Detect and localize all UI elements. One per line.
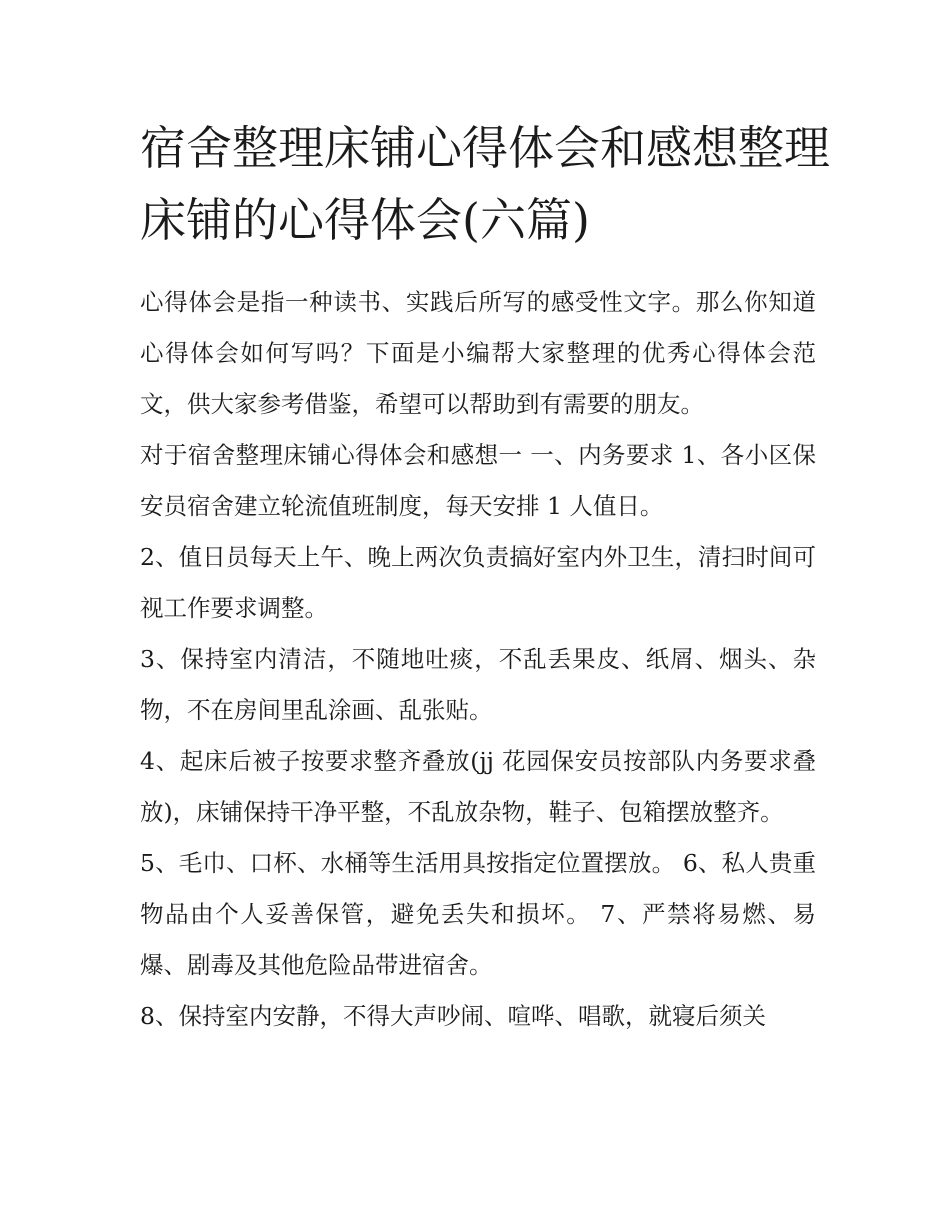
paragraph-item-5-7: 5、毛巾、口杯、水桶等生活用具按指定位置摆放。 6、私人贵重物品由个人妥善保管，避免丢失和损坏。 7、严禁将易燃、易爆、剧毒及其他危险品带进宿舍。 bbox=[140, 849, 816, 979]
paragraph-intro: 心得体会是指一种读书、实践后所写的感受性文字。那么你知道心得体会如何写吗？下面是小编帮大家整理的优秀心得体会范文，供大家参考借鉴，希望可以帮助到有需要的朋友。 bbox=[140, 288, 816, 418]
paragraph-item-4: 4、起床后被子按要求整齐叠放(jj 花园保安员按部队内务要求叠放)，床铺保持干净平整，不乱放杂物，鞋子、包箱摆放整齐。 bbox=[140, 747, 816, 826]
paragraph-item-1: 对于宿舍整理床铺心得体会和感想一 一、内务要求 1、各小区保安员宿舍建立轮流值班制度，每天安排 1 人值日。 bbox=[140, 441, 816, 520]
paragraph-item-8: 8、保持室内安静，不得大声吵闹、喧哗、唱歌，就寝后须关 bbox=[140, 1002, 766, 1030]
document-title: 宿舍整理床铺心得体会和感想整理床铺的心得体会(六篇) bbox=[140, 121, 830, 247]
paragraph-item-3: 3、保持室内清洁，不随地吐痰，不乱丢果皮、纸屑、烟头、杂物，不在房间里乱涂画、乱张贴。 bbox=[140, 645, 816, 724]
paragraph-item-2: 2、值日员每天上午、晚上两次负责搞好室内外卫生，清扫时间可视工作要求调整。 bbox=[140, 543, 816, 622]
document-body bbox=[140, 277, 816, 1042]
